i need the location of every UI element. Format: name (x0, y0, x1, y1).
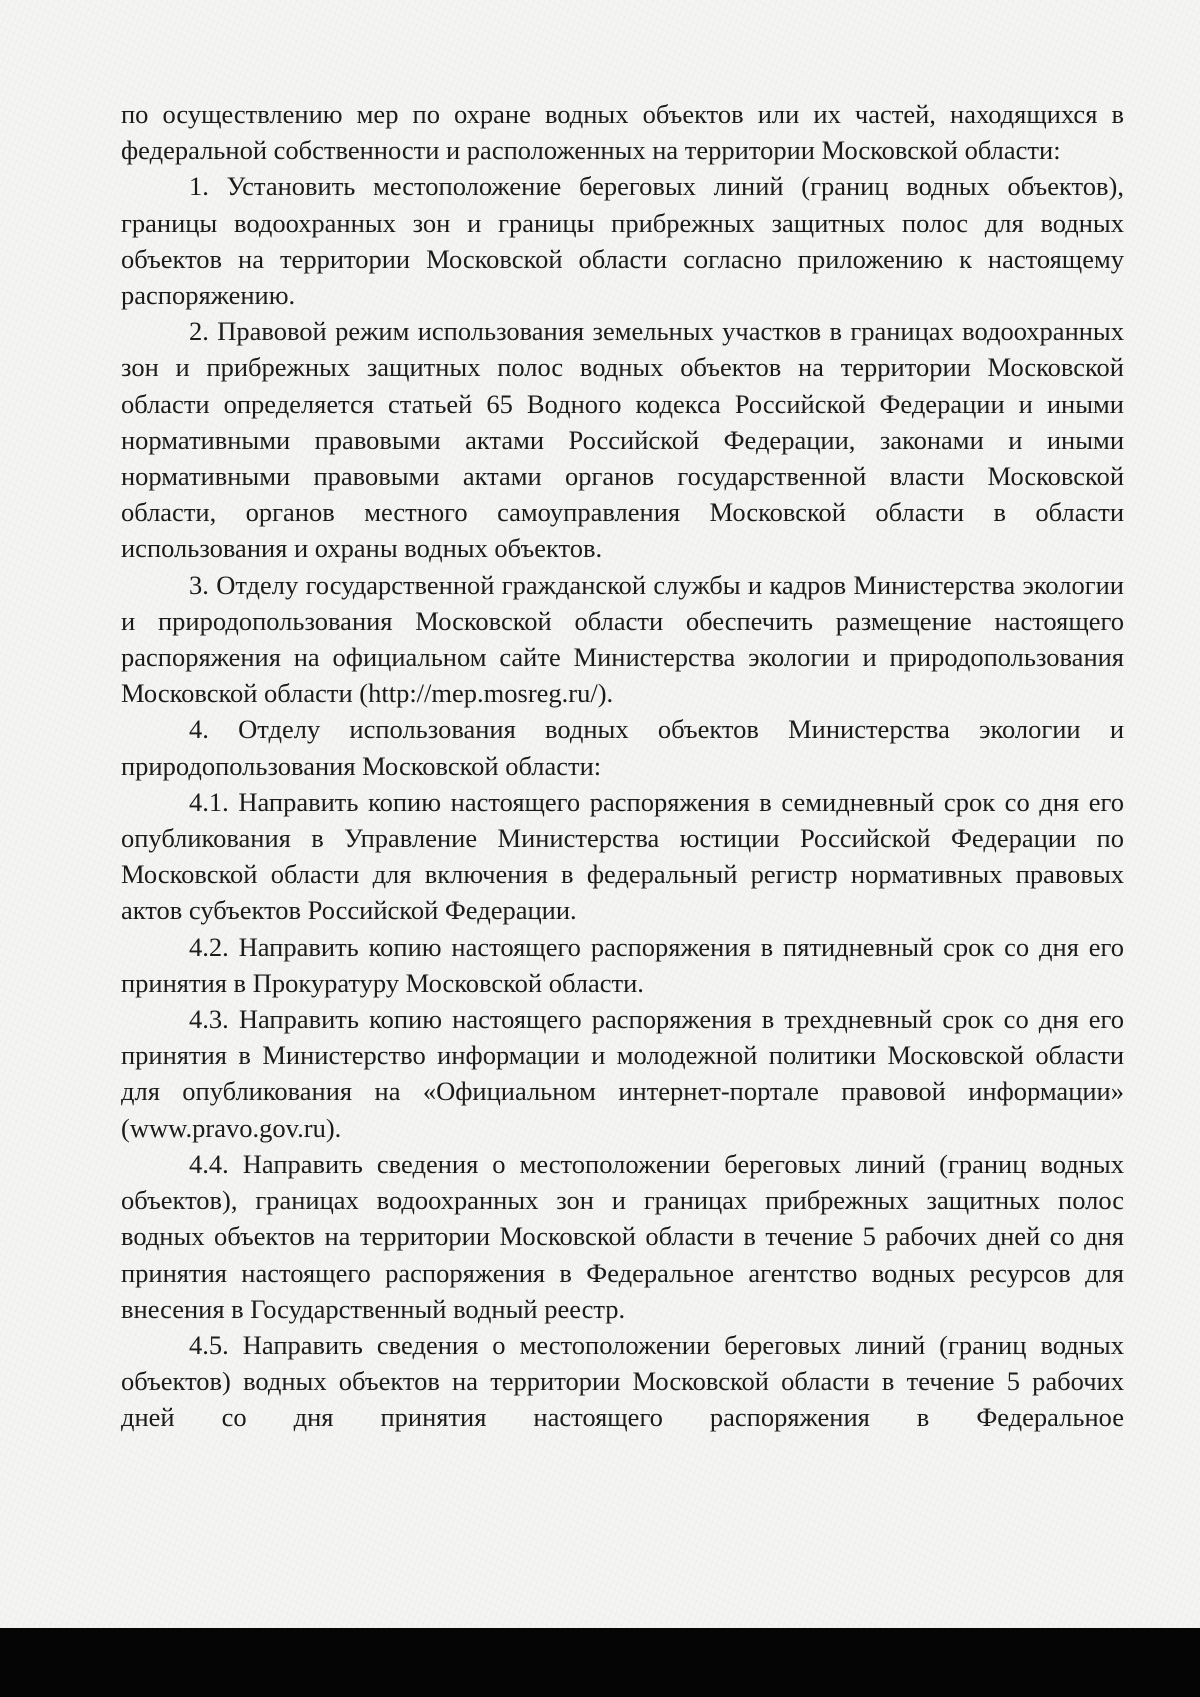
paragraph-item-2: 2. Правовой режим использования земельных участков в границах водоохранных зон и прибрежных защитных полос водных объектов на территории Московской области определяется статьей 65 Водного кодекса Российской Федерации и иными нормативными правовыми актами Российской Федерации, законами и иными нормативными правовыми актами органов государственной власти Московской области, органов местного самоуправления Московской области в области использования и охраны водных объектов. (121, 316, 1124, 564)
paragraph-item-4-3: 4.3. Направить копию настоящего распоряжения в трехдневный срок со дня его принятия в Министерство информации и молодежной политики Московской области для опубликования на «Официальном интернет-портале правовой информации» (www.pravo.gov.ru). (121, 1004, 1124, 1143)
paragraph-item-4-5: 4.5. Направить сведения о местоположении береговых линий (границ водных объектов) водных объектов на территории Московской области в течение 5 рабочих дней со дня принятия настоящего распоряжения в Федеральное (121, 1329, 1124, 1433)
paragraph-item-4-1: 4.1. Направить копию настоящего распоряжения в семидневный срок со дня его опубликования в Управление Министерства юстиции Российской Федерации по Московской области для включения в федеральный регистр нормативных правовых актов субъектов Российской Федерации. (121, 786, 1124, 926)
paragraph-intro-continuation: по осуществлению мер по охране водных объектов или их частей, находящихся в федеральной собственности и расположенных на территории Московской области: (121, 99, 1124, 166)
scan-bottom-border (0, 1628, 1200, 1697)
paragraph-item-4-2: 4.2. Направить копию настоящего распоряжения в пятидневный срок со дня его принятия в Прокуратуру Московской области. (121, 931, 1124, 998)
paragraph-item-3: 3. Отделу государственной гражданской службы и кадров Министерства экологии и природопользования Московской области обеспечить размещение настоящего распоряжения на официальном сайте Министерства экологии и природопользования Московской области (http://mep.mosreg.ru/). (121, 569, 1124, 709)
paragraph-item-4: 4. Отделу использования водных объектов Министерства экологии и природопользования Московской области: (121, 714, 1124, 781)
document-body (121, 96, 1124, 1436)
paragraph-item-1: 1. Установить местоположение береговых линий (границ водных объектов), границы водоохранных зон и границы прибрежных защитных полос для водных объектов на территории Московской области согласно приложению к настоящему распоряжению. (121, 171, 1124, 311)
paragraph-item-4-4: 4.4. Направить сведения о местоположении береговых линий (границ водных объектов), границах водоохранных зон и границах прибрежных защитных полос водных объектов на территории Московской области в течение 5 рабочих дней со дня принятия настоящего распоряжения в Федеральное агентство водных ресурсов для внесения в Государственный водный реестр. (121, 1148, 1124, 1324)
